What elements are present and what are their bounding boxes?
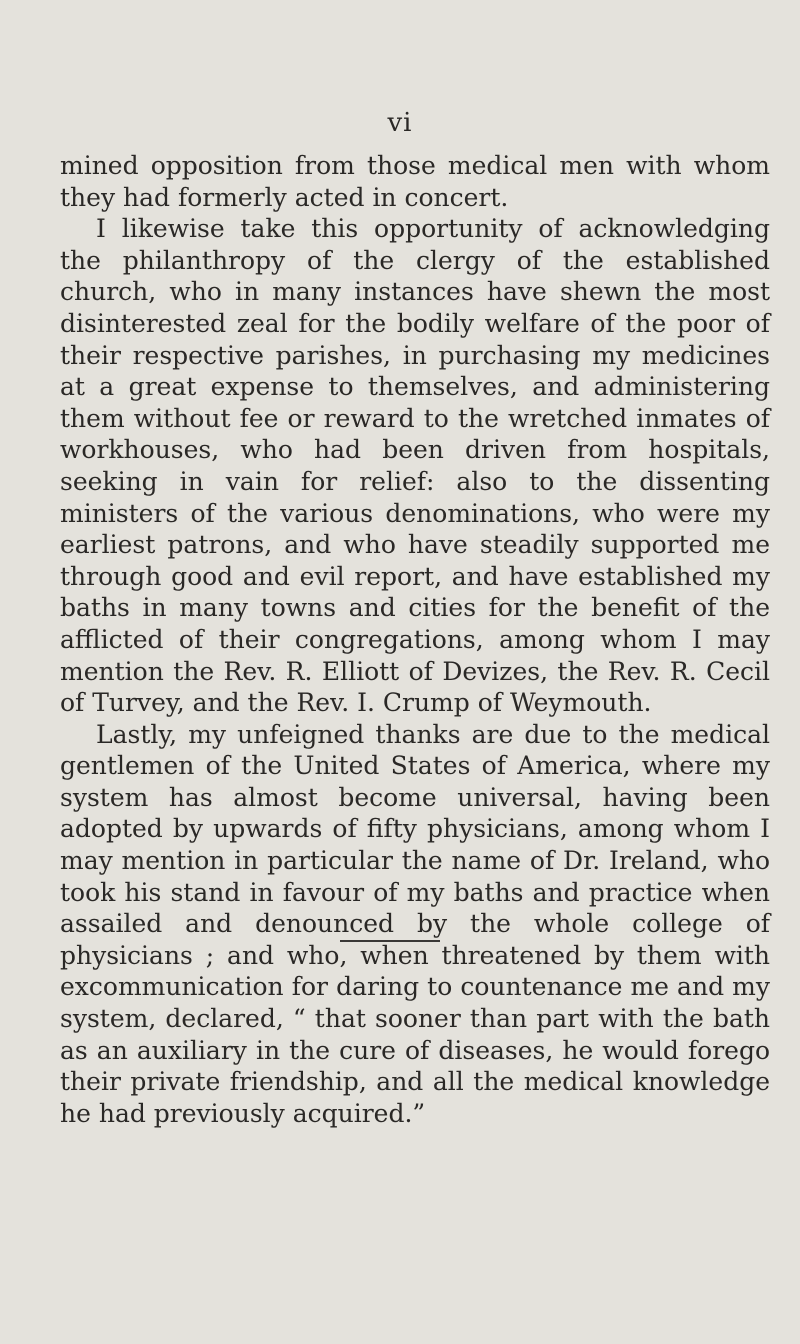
paragraph-clergy: I likewise take this opportunity of acknowledging the philanthropy of the clergy of the established church, who in many instances have shewn the most disinterested zeal for the bodily welfare of the poor of their respective parishes, in purchasing my medicines at a great expense to themselves, and administering them without fee or reward to the wretched inmates of workhouses, who had been driven from hospitals, seeking in vain for relief: also to the dissenting ministers of the various denominations, who were my earliest patrons, and who have steadily supported me through good and evil report, and have established my baths in many towns and cities for the benefit of the afflicted of their congregations, among whom I may mention the Rev. R. Elliott of Devizes, the Rev. R. Cecil of Turvey, and the Rev. I. Crump of Weymouth. bbox=[60, 214, 770, 718]
body-text bbox=[60, 150, 770, 1129]
section-divider bbox=[340, 940, 440, 942]
paragraph-america: Lastly, my unfeigned thanks are due to the medical gentlemen of the United States of America, where my system has almost become universal, having been adopted by upwards of fifty physicians, among whom I may mention in particular the name of Dr. Ireland, who took his stand in favour of my baths and practice when assailed and denounced by the whole college of physicians ; and who, when threatened by them with excommunication for daring to countenance me and my system, declared, “ that sooner than part with the bath as an auxiliary in the cure of diseases, he would forego their private friendship, and all the medical knowledge he had previously acquired.” bbox=[60, 719, 770, 1128]
page-number: vi bbox=[387, 108, 413, 138]
paragraph-continuation: mined opposition from those medical men with whom they had formerly acted in concert. bbox=[60, 151, 770, 212]
